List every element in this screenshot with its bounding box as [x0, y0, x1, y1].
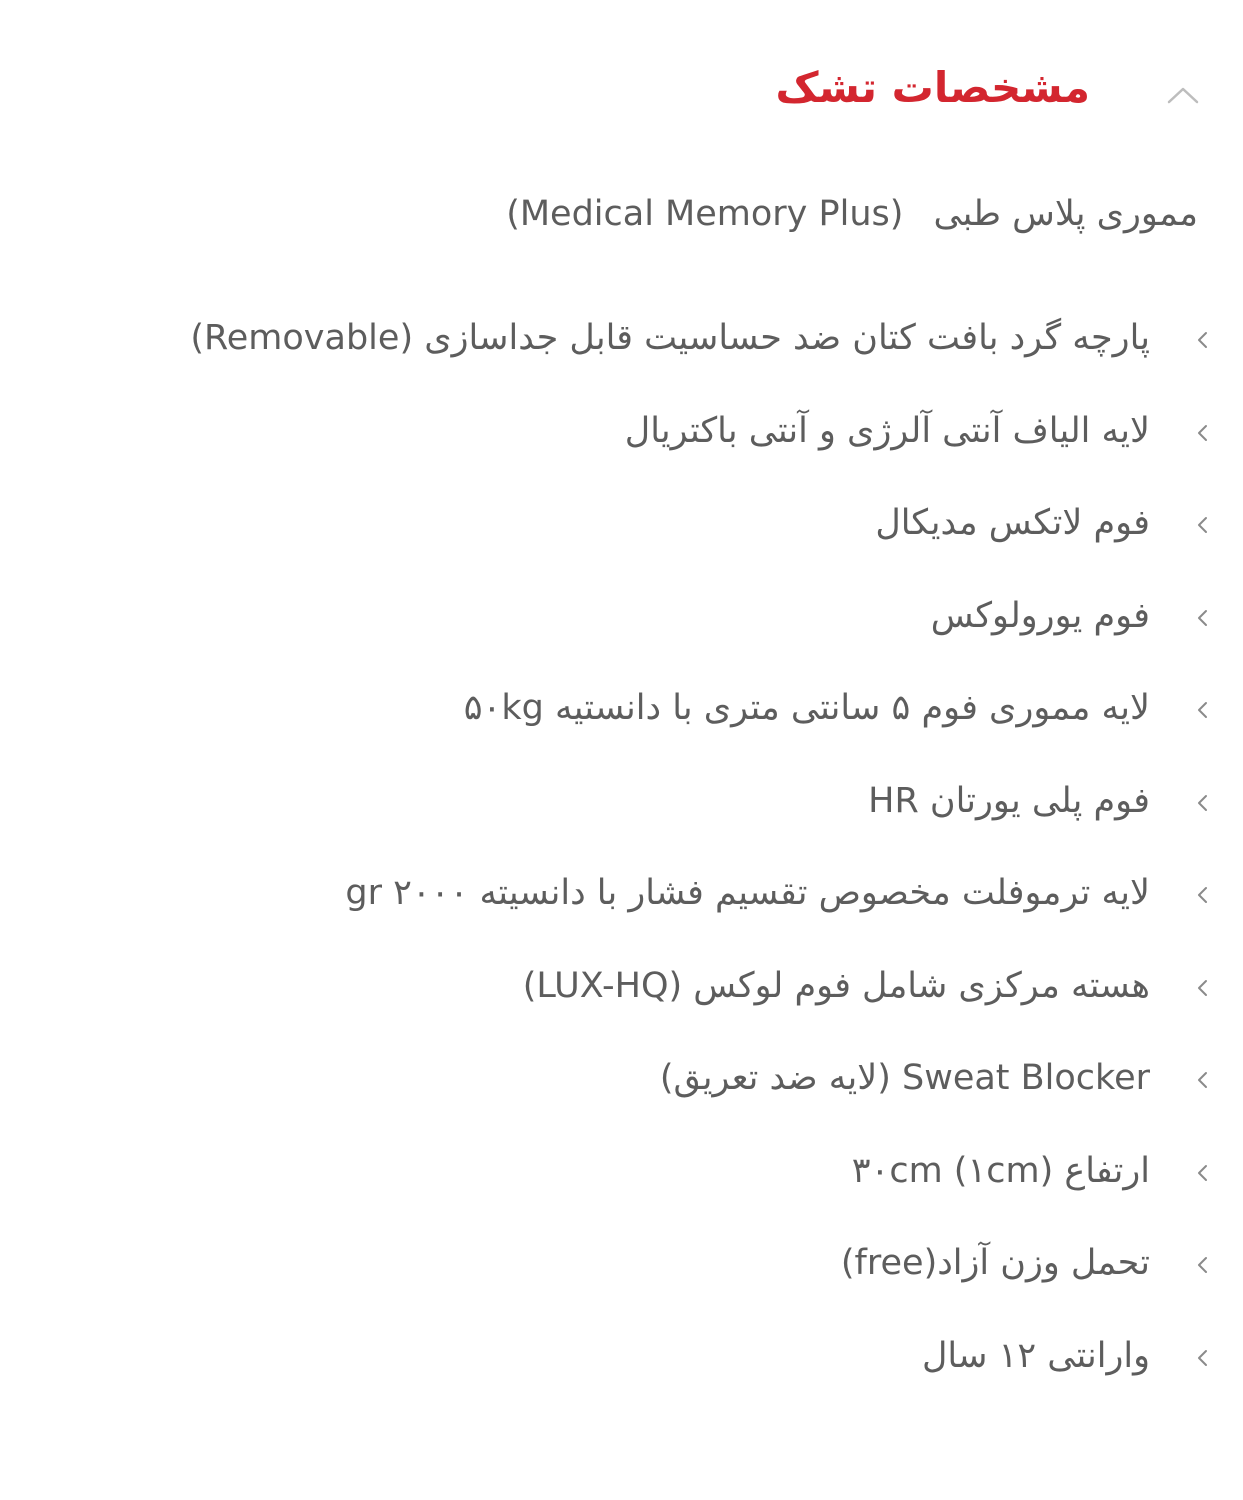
feature-item [0, 1310, 1243, 1403]
chevron-left-icon [1191, 1253, 1215, 1277]
feature-text: Sweat Blocker (لایه ضد تعریق) [659, 1058, 1150, 1098]
feature-text: لایه ترموفلت مخصوص تقسیم فشار با دانسیته ۲۰۰۰ gr [345, 873, 1150, 913]
feature-text: هسته مرکزی شامل فوم لوکس (LUX-HQ) [522, 965, 1150, 1006]
chevron-left-icon [1191, 606, 1215, 630]
feature-item [0, 1217, 1243, 1310]
feature-item [0, 570, 1243, 663]
chevron-left-icon [1191, 976, 1215, 1000]
feature-text: فوم پلی یورتان HR [868, 780, 1150, 821]
chevron-left-icon [1191, 1161, 1215, 1185]
feature-text: تحمل وزن آزاد(free) [840, 1243, 1150, 1283]
chevron-left-icon [1191, 698, 1215, 722]
product-name [48, 188, 1198, 240]
product-name-en: (Medical Memory Plus) [506, 194, 904, 234]
feature-item [0, 477, 1243, 570]
feature-text: فوم لاتکس مدیکال [875, 503, 1150, 543]
feature-text: لایه مموری فوم ۵ سانتی متری با دانستیه ۵۰kg [463, 688, 1150, 728]
feature-item [0, 1125, 1243, 1218]
feature-text: ارتفاع (۱cm) ۳۰cm [851, 1150, 1150, 1191]
specs-header[interactable] [0, 58, 1243, 128]
chevron-left-icon [1191, 513, 1215, 537]
chevron-left-icon [1191, 421, 1215, 445]
chevron-left-icon [1191, 1346, 1215, 1370]
chevron-left-icon [1191, 883, 1215, 907]
feature-text: لایه الیاف آنتی آلرژی و آنتی باکتریال [624, 410, 1150, 451]
chevron-up-icon[interactable] [1161, 74, 1205, 118]
feature-text: وارانتی ۱۲ سال [921, 1335, 1150, 1376]
feature-item [0, 662, 1243, 755]
product-name-fa: مموری پلاس طبی [933, 194, 1198, 234]
feature-item [0, 755, 1243, 848]
chevron-left-icon [1191, 791, 1215, 815]
feature-text: فوم یورولوکس [930, 595, 1150, 636]
feature-text: پارچه گرد بافت کتان ضد حساسیت قابل جداسازی (Removable) [190, 318, 1150, 358]
features-list [0, 292, 1243, 1402]
feature-item [0, 940, 1243, 1033]
feature-item [0, 1032, 1243, 1125]
feature-item [0, 385, 1243, 478]
feature-item [0, 847, 1243, 940]
chevron-left-icon [1191, 1068, 1215, 1092]
feature-item [0, 292, 1243, 385]
section-title: مشخصات تشک [775, 63, 1090, 112]
chevron-left-icon [1191, 328, 1215, 352]
